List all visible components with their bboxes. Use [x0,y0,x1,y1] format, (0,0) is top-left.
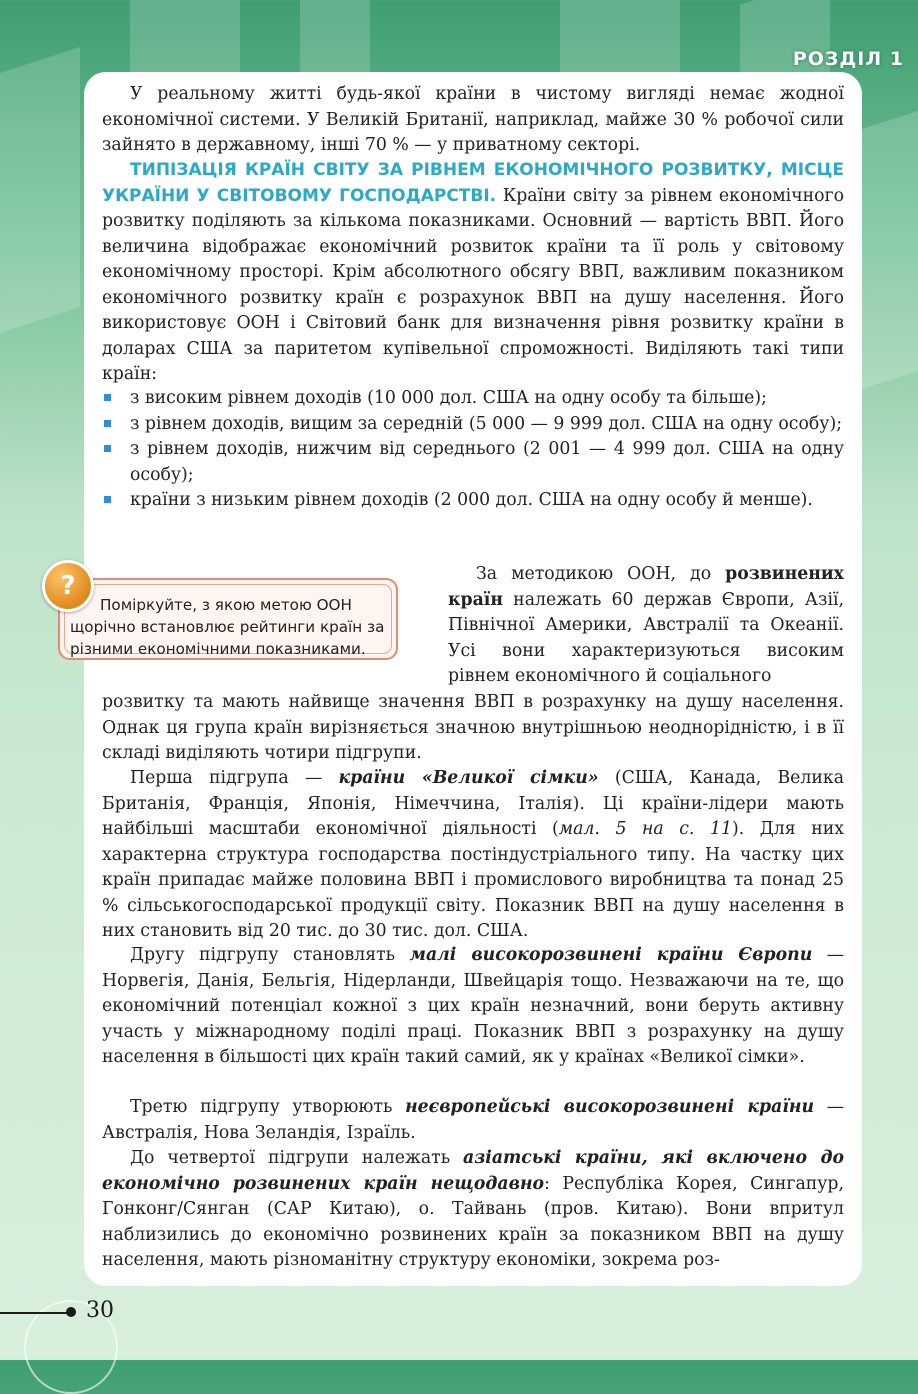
paragraph-fourth-subgroup [102,1146,844,1274]
page-number-dot [66,1307,76,1317]
fourth-text-a: До четвертої підгрупи належать [130,1148,464,1168]
question-mark-icon: ? [42,560,94,612]
question-box [58,578,398,660]
fourth-text-c: : Республіка Корея, Сингапур, Гонконг/Сянган (САР Китаю), о. Тайвань (пров. Китаю). Вони впритул наблизились до економічно розвинених країн за показником ВВП на душу населення, мають різноманітну структуру економіки, зокрема роз- [102,1173,844,1270]
page-number-line [0,1312,70,1314]
list-item: з рівнем доходів, вищим за середній (5 000 — 9 999 дол. США на одну особу); [102,412,844,438]
figure-reference: мал. 5 на с. 11 [558,819,732,839]
developed-term: розвинених країн [448,564,844,610]
paragraph-developed-countries [448,562,844,690]
paragraph-second-subgroup [102,943,844,1071]
paragraph-developed-continued: розвитку та мають найвище значення ВВП в розрахунку на душу населення. Однак ця група країн вирізняється значною внутрішньою неоднорідністю, і в її складі виділяють чотири підгрупи. [102,692,844,763]
income-types-list [102,386,844,514]
second-text-a: Другу підгрупу становлять [130,945,410,965]
first-text-e: ). Для них характерна структура господарства постіндустріального типу. На частку цих країн припадає майже половина ВВП і промислового виробництва та понад 25 % сільськогосподарської продукції світу. Показник ВВП на душу населення в них становить від 20 тис. до 30 тис. дол. США. [102,819,844,941]
third-text-a: Третю підгрупу утворюють [130,1097,406,1117]
fourth-term: азіатські країни, які включено до економічно розвинених країн нещодавно [102,1148,844,1194]
page-number: 30 [86,1298,114,1323]
first-text-c: (США, Канада, Велика Британія, Франція, Японія, Німеччина, Італія). Ці країни-лідери мають найбільші масштаби економічної діяльності ( [102,768,844,839]
paragraph-third-subgroup [102,1095,844,1146]
developed-text-c: належать 60 держав Європи, Азії, Північної Америки, Австралії та Океанії. Усі вони характеризуються високим рівнем економічного й соціального [448,589,844,686]
paragraph-intro: У реальному житті будь-якої країни в чистому вигляді немає жодної економічної системи. У Великій Британії, наприклад, майже 30 % робочої сили зайнято в державному, інші 70 % — у приватному секторі. [102,84,844,155]
paragraph-first-subgroup [102,766,844,945]
section-heading: ТИПІЗАЦІЯ КРАЇН СВІТУ ЗА РІВНЕМ ЕКОНОМІЧНОГО РОЗВИТКУ, МІСЦЕ УКРАЇНИ У СВІТОВОМУ ГОСПОДАРСТВІ. [102,160,844,206]
second-term: малі високорозвинені країни Європи [409,945,813,965]
typization-text: Країни світу за рівнем економічного розвитку поділяють за кількома показниками. Основний — вартість ВВП. Його величина відображає економічний розвиток країни та її роль у світовому економічному просторі. Крім абсолютного обсягу ВВП, важливим показником економічного розвитку країн є розрахунок ВВП на душу населення. Його використовує ООН і Світовий банк для визначення рівня розвитку країни в доларах США за паритетом купівельної спроможності. Виділяють такі типи країн: [102,185,845,384]
developed-text-a: За методикою ООН, до [476,564,726,584]
third-term: неєвропейські високорозвинені країни [405,1097,815,1117]
second-text-c: — Норвегія, Данія, Бельгія, Нідерланди, Швейцарія тощо. Незважаючи на те, що економічний потенціал кожної з цих країн незначний, вони беруть активну участь у міжнародному поділі праці. Показник ВВП з розрахунку на душу населення в більшості цих країн такий самий, як у країнах «Великої сімки». [102,945,844,1067]
third-text-c: — Австралія, Нова Зеландія, Ізраїль. [102,1097,844,1143]
list-item: країни з низьким рівнем доходів (2 000 дол. США на одну особу й менше). [102,488,844,514]
section-label: РОЗДІЛ 1 [792,48,904,70]
list-item: з рівнем доходів, нижчим від середнього (2 001 — 4 999 дол. США на одну особу); [102,437,844,488]
first-term: країни «Великої сімки» [338,768,599,788]
paragraph-typization [102,158,844,388]
list-item: з високим рівнем доходів (10 000 дол. США на одну особу та більше); [102,386,844,412]
question-text: Поміркуйте, з якою метою ООН щорічно встановлює рейтинги країн за різними економічними показниками. [70,596,385,658]
first-text-a: Перша підгрупа — [130,768,339,788]
